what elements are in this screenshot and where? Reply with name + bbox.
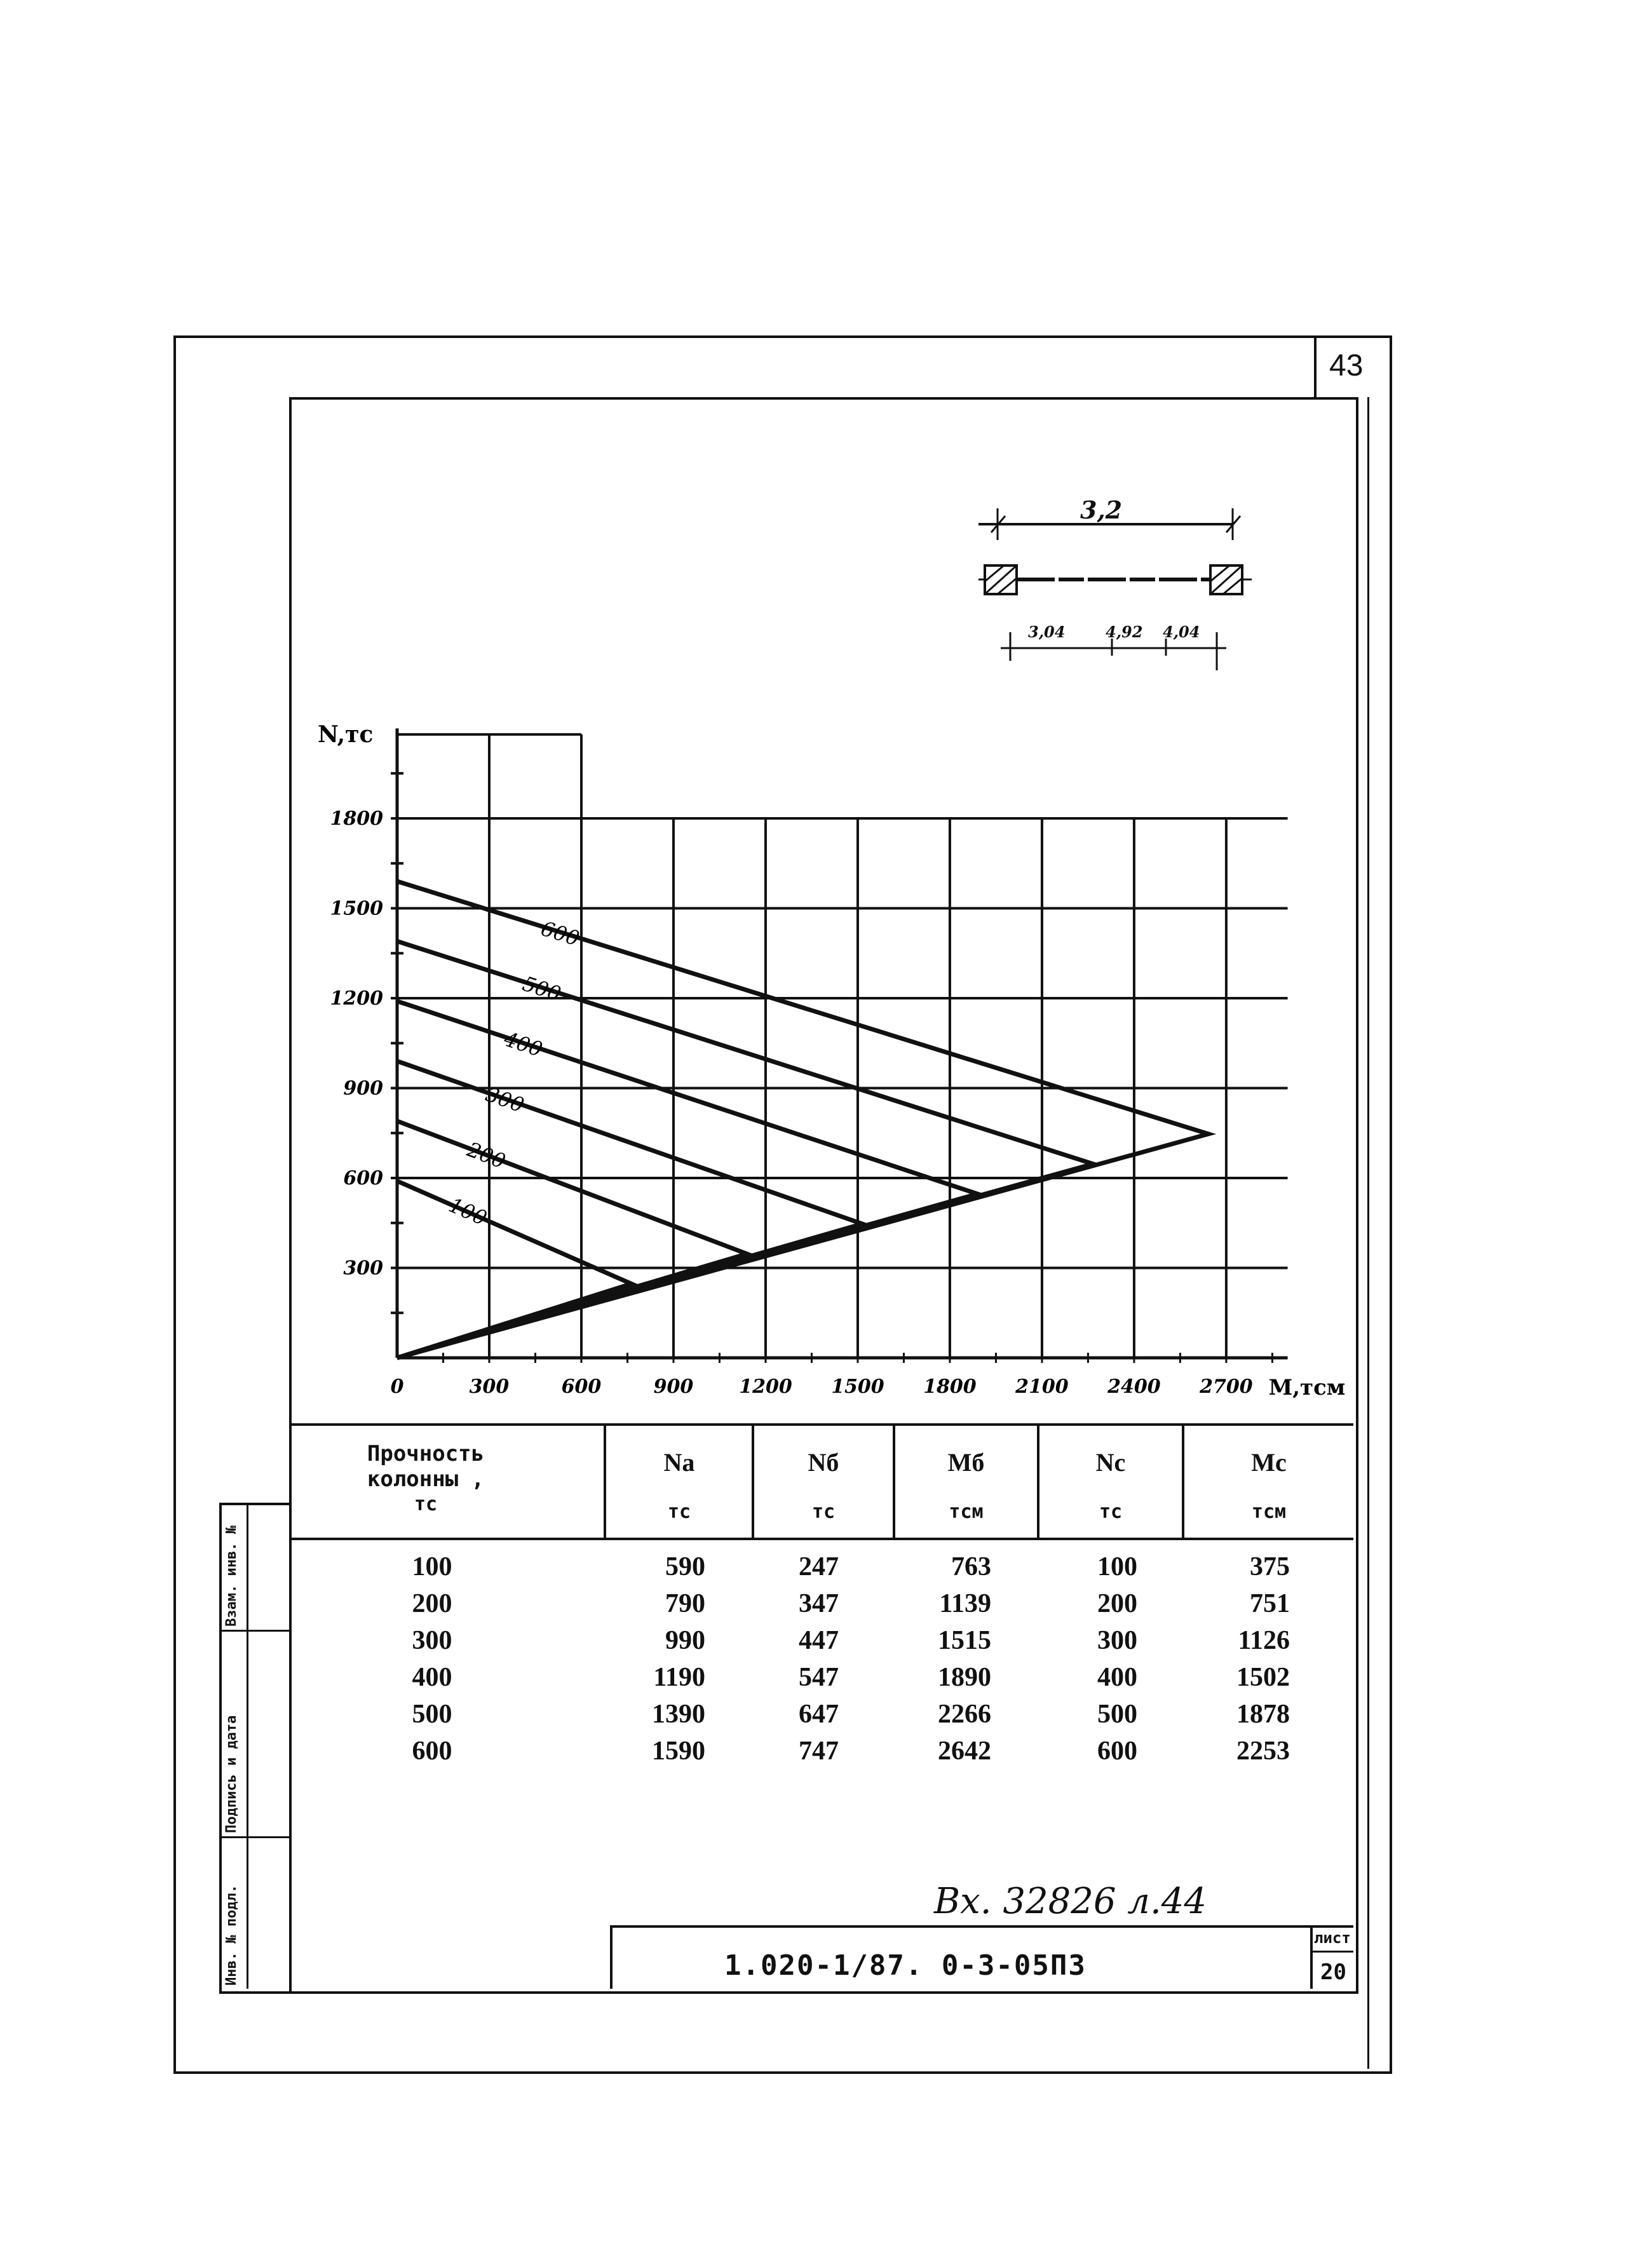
x-tick-label: 1500 [831, 1376, 884, 1398]
table-cell-strength: 600 [412, 1737, 452, 1766]
x-tick-label: 900 [653, 1376, 694, 1398]
stamp-sheet-label: лист [1314, 1929, 1351, 1947]
x-tick-label: 600 [561, 1376, 602, 1398]
table-cell: 1515 [938, 1626, 991, 1655]
series-line-200 [397, 1121, 747, 1358]
table-cell: 547 [799, 1663, 839, 1692]
series-line-400 [397, 1001, 977, 1358]
header-mc-unit: тсм [1251, 1501, 1287, 1523]
y-tick-label: 1500 [330, 897, 383, 920]
table-cell: 347 [799, 1589, 839, 1618]
side-stamp-hline [219, 1630, 289, 1632]
stamp-code: 1.020-1/87. 0-3-05ПЗ [724, 1949, 1087, 1982]
x-tick-label: 0 [390, 1376, 404, 1398]
table-cell-strength: 200 [412, 1589, 452, 1618]
table-cell: 1190 [653, 1663, 705, 1692]
series-line-100 [397, 1181, 632, 1358]
header-nb-unit: тс [811, 1501, 836, 1523]
side-label-signature: Подпись и дата [224, 1715, 240, 1833]
table-cell: 2253 [1236, 1737, 1290, 1766]
side-stamp-hline [219, 1836, 289, 1838]
x-tick-label: 2400 [1107, 1376, 1161, 1398]
stamp-sheet-divider [1310, 1925, 1313, 1989]
y-axis-label: N,тс [318, 721, 374, 748]
header-strength-unit: тс [414, 1493, 438, 1515]
table-cell: 751 [1250, 1589, 1290, 1618]
stamp-left-line [610, 1925, 613, 1989]
table-cell: 100 [1097, 1552, 1137, 1581]
table-cell: 600 [1097, 1737, 1137, 1766]
header-mc: Mc [1251, 1448, 1287, 1477]
scheme-segment-1: 3,04 [1028, 623, 1066, 641]
table-cell-strength: 400 [412, 1663, 452, 1692]
table-cell: 647 [799, 1700, 839, 1729]
stamp-sheet-value: 20 [1320, 1960, 1346, 1985]
y-tick-label: 300 [343, 1257, 383, 1280]
side-label-replace: Взам. инв. № [224, 1526, 240, 1627]
y-tick-label: 900 [343, 1077, 383, 1100]
y-tick-label: 1800 [330, 807, 383, 830]
x-tick-label: 1200 [739, 1376, 792, 1398]
table-cell: 1890 [938, 1663, 991, 1692]
scheme-segment-2: 4,92 [1106, 623, 1143, 641]
x-axis-label: M,тсм [1268, 1375, 1346, 1400]
header-strength-line2: колонны , [367, 1466, 485, 1492]
table-cell-strength: 100 [412, 1552, 452, 1581]
header-na: Na [663, 1448, 695, 1477]
table-cell: 1390 [652, 1700, 705, 1729]
table-cell: 375 [1250, 1552, 1290, 1581]
x-tick-label: 2100 [1015, 1376, 1069, 1398]
stamp-top-line [610, 1925, 1353, 1928]
table-cell: 300 [1097, 1626, 1137, 1655]
header-nb: Nб [808, 1448, 839, 1477]
table-header-line [289, 1538, 1353, 1540]
table-top-line [289, 1423, 1353, 1426]
table-cell: 747 [799, 1737, 839, 1766]
scheme-total-width: 3,2 [1080, 496, 1123, 524]
series-label-400: 400 [501, 1026, 546, 1062]
header-nc: Nc [1095, 1448, 1126, 1477]
side-stamp-divider [247, 1503, 248, 1989]
series-label-500: 500 [519, 971, 564, 1006]
table-cell: 1502 [1236, 1663, 1290, 1692]
table-cell: 447 [799, 1626, 839, 1655]
header-na-unit: тс [667, 1501, 691, 1523]
table-cell: 590 [665, 1552, 705, 1581]
x-tick-label: 2700 [1200, 1376, 1253, 1398]
series-label-100: 100 [445, 1193, 491, 1231]
table-cell-strength: 500 [412, 1700, 452, 1729]
table-cell: 247 [799, 1552, 839, 1581]
table-cell: 763 [951, 1552, 991, 1581]
x-tick-label: 1800 [923, 1376, 977, 1398]
table-cell: 1139 [939, 1589, 991, 1618]
table-cell: 1126 [1238, 1626, 1290, 1655]
table-cell: 500 [1097, 1700, 1137, 1729]
header-nc-unit: тс [1099, 1501, 1123, 1523]
side-label-inv: Инв. № подл. [224, 1885, 240, 1986]
x-tick-label: 300 [469, 1376, 510, 1398]
series-label-300: 300 [482, 1081, 527, 1118]
table-cell: 200 [1097, 1589, 1137, 1618]
handwritten-registration: Вх. 32826 л.44 [934, 1881, 1207, 1922]
table-cell: 400 [1097, 1663, 1137, 1692]
table-cell: 1878 [1236, 1700, 1290, 1729]
series-line-600 [397, 881, 1209, 1358]
table-cell: 2642 [938, 1737, 991, 1766]
sheet-number: 43 [1329, 349, 1364, 383]
y-tick-label: 1200 [330, 987, 383, 1010]
y-tick-label: 600 [343, 1167, 383, 1189]
header-mb-unit: тсм [949, 1501, 984, 1523]
header-mb: Mб [947, 1448, 985, 1477]
header-strength-line1: Прочность [367, 1441, 485, 1466]
stamp-sheet-hline [1310, 1951, 1353, 1953]
table-cell-strength: 300 [412, 1626, 452, 1655]
table-col-line [604, 1423, 606, 1539]
table-cell: 790 [665, 1589, 705, 1618]
scheme-segment-3: 4,04 [1163, 623, 1200, 641]
series-label-600: 600 [538, 916, 583, 951]
table-cell: 990 [665, 1626, 705, 1655]
series-label-200: 200 [464, 1137, 509, 1174]
table-cell: 2266 [938, 1700, 991, 1729]
table-cell: 1590 [652, 1737, 705, 1766]
